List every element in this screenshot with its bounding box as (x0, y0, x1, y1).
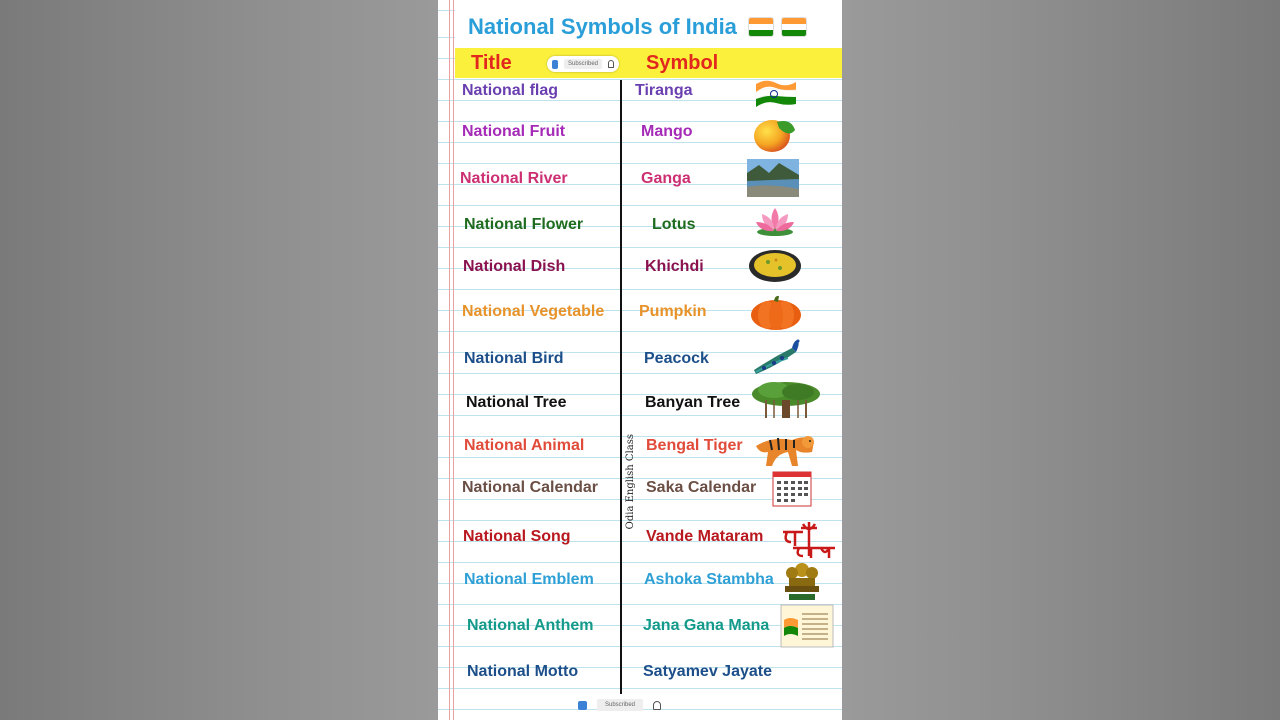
row-symbol: Mango (641, 123, 693, 140)
row-symbol: Vande Mataram (646, 528, 764, 545)
row-title: National Song (463, 528, 571, 545)
khichdi-icon (748, 248, 802, 284)
row-symbol: Bengal Tiger (646, 437, 743, 454)
like-icon[interactable] (578, 701, 587, 710)
row-title: National Animal (464, 437, 585, 454)
row-symbol: Khichdi (645, 258, 704, 275)
pumpkin-icon (749, 293, 803, 331)
row-symbol: Satyamev Jayate (643, 663, 772, 680)
row-title: National Emblem (464, 571, 594, 588)
river-icon (747, 159, 799, 197)
peacock-icon (752, 336, 804, 376)
column-header-symbol: Symbol (646, 52, 719, 74)
vande-mataram-icon (779, 518, 837, 558)
notebook-page (438, 0, 842, 720)
calendar-icon (772, 471, 812, 507)
row-symbol: Peacock (644, 350, 709, 367)
india-flag-emoji-icon (749, 18, 773, 36)
emblem-icon (779, 560, 825, 602)
banyan-tree-icon (750, 380, 822, 420)
column-header-title: Title (471, 52, 512, 74)
row-title: National Fruit (462, 123, 566, 140)
watermark-text: Odia English Class (625, 434, 636, 530)
row-title: National Dish (463, 258, 566, 275)
row-title: National Anthem (467, 617, 594, 634)
row-title: National Bird (464, 350, 564, 367)
anthem-icon (780, 604, 834, 648)
row-symbol: Banyan Tree (645, 394, 741, 411)
india-flag-emoji-icon (782, 18, 806, 36)
tiger-icon (752, 426, 818, 470)
row-title: National Tree (466, 394, 567, 411)
row-title: National flag (462, 82, 559, 99)
row-title: National River (460, 170, 568, 187)
india-flag-icon (752, 78, 798, 108)
blurred-background-left (0, 0, 438, 720)
mango-icon (751, 114, 797, 154)
subscribe-overlay-top[interactable] (547, 56, 619, 72)
row-symbol: Ganga (641, 170, 691, 187)
margin-line (453, 0, 454, 720)
row-symbol: Tiranga (635, 82, 693, 99)
page-title (468, 14, 806, 40)
bell-icon[interactable] (608, 60, 614, 68)
row-symbol: Lotus (652, 216, 696, 233)
row-symbol: Saka Calendar (646, 479, 757, 496)
subscribed-button[interactable]: Subscribed (564, 59, 602, 69)
row-symbol: Jana Gana Mana (643, 617, 770, 634)
margin-line (449, 0, 450, 720)
lotus-icon (752, 204, 798, 238)
row-title: National Vegetable (462, 303, 605, 320)
row-title: National Flower (464, 216, 584, 233)
subscribe-overlay-bottom[interactable] (578, 697, 708, 713)
subscribed-button[interactable]: Subscribed (597, 699, 643, 711)
bell-icon[interactable] (653, 701, 661, 710)
row-symbol: Pumpkin (639, 303, 707, 320)
row-title: National Motto (467, 663, 579, 680)
blurred-background-right (842, 0, 1280, 720)
page-title-text: National Symbols of India (468, 14, 737, 39)
like-icon[interactable] (552, 60, 558, 69)
row-symbol: Ashoka Stambha (644, 571, 774, 588)
column-divider (620, 80, 622, 694)
row-title: National Calendar (462, 479, 599, 496)
